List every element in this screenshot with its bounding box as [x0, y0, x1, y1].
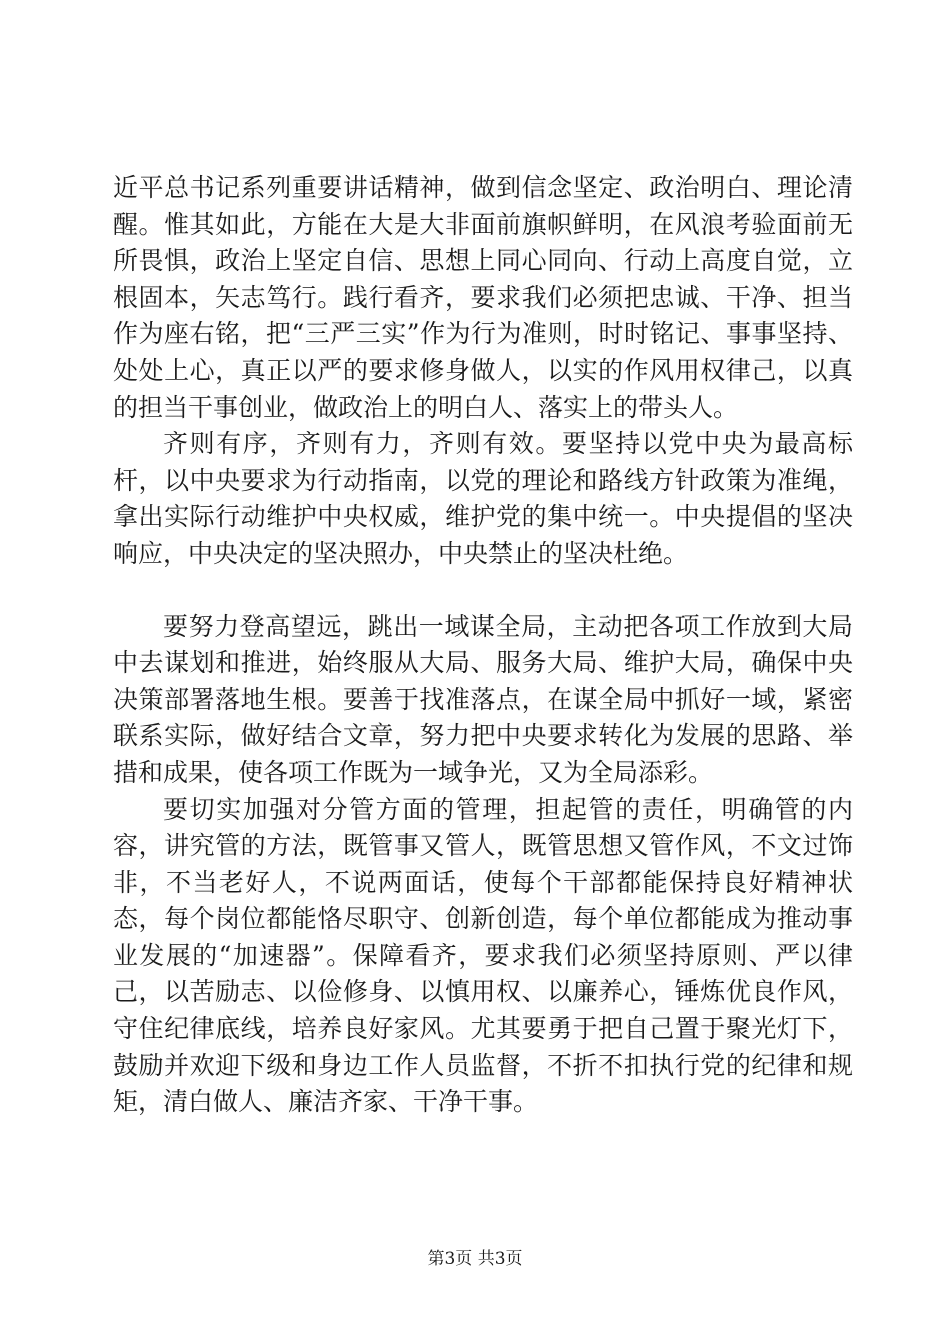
- paragraph-3: 要努力登高望远，跳出一域谋全局，主动把各项工作放到大局中去谋划和推进，始终服从大局、服务大局、维护大局，确保中央决策部署落地生根。要善于找准落点，在谋全局中抓好一域，紧密联系实际，做好结合文章，努力把中央要求转化为发展的思路、举措和成果，使各项工作既为一域争光，又为全局添彩。: [113, 611, 853, 787]
- paragraph-spacer: [113, 573, 853, 609]
- paragraph-4: 要切实加强对分管方面的管理，担起管的责任，明确管的内容，讲究管的方法，既管事又管人，既管思想又管作风，不文过饰非，不当老好人，不说两面话，使每个干部都能保持良好精神状态，每个岗位都能恪尽职守、创新创造，每个单位都能成为推动事业发展的“加速器”。保障看齐，要求我们必须坚持原则、严以律己，以苦励志、以俭修身、以慎用权、以廉养心，锤炼优良作风，守住纪律底线，培养良好家风。尤其要勇于把自己置于聚光灯下，鼓励并欢迎下级和身边工作人员监督，不折不扣执行党的纪律和规矩，清白做人、廉洁齐家、干净干事。: [113, 794, 853, 1117]
- paragraph-1: 近平总书记系列重要讲话精神，做到信念坚定、政治明白、理论清醒。惟其如此，方能在大是大非面前旗帜鲜明，在风浪考验面前无所畏惧，政治上坚定自信、思想上同心同向、行动上高度自觉，立根固本，矢志笃行。践行看齐，要求我们必须把忠诚、干净、担当作为座右铭，把“三严三实”作为行为准则，时时铭记、事事坚持、处处上心，真正以严的要求修身做人，以实的作风用权律己，以真的担当干事创业，做政治上的明白人、落实上的带头人。: [113, 173, 853, 422]
- page-number-footer: 第3页 共3页: [427, 1249, 523, 1269]
- document-body: [113, 170, 853, 1121]
- paragraph-2: 齐则有序，齐则有力，齐则有效。要坚持以党中央为最高标杆，以中央要求为行动指南，以党的理论和路线方针政策为准绳，拿出实际行动维护中央权威，维护党的集中统一。中央提倡的坚决响应，中央决定的坚决照办，中央禁止的坚决杜绝。: [113, 429, 853, 568]
